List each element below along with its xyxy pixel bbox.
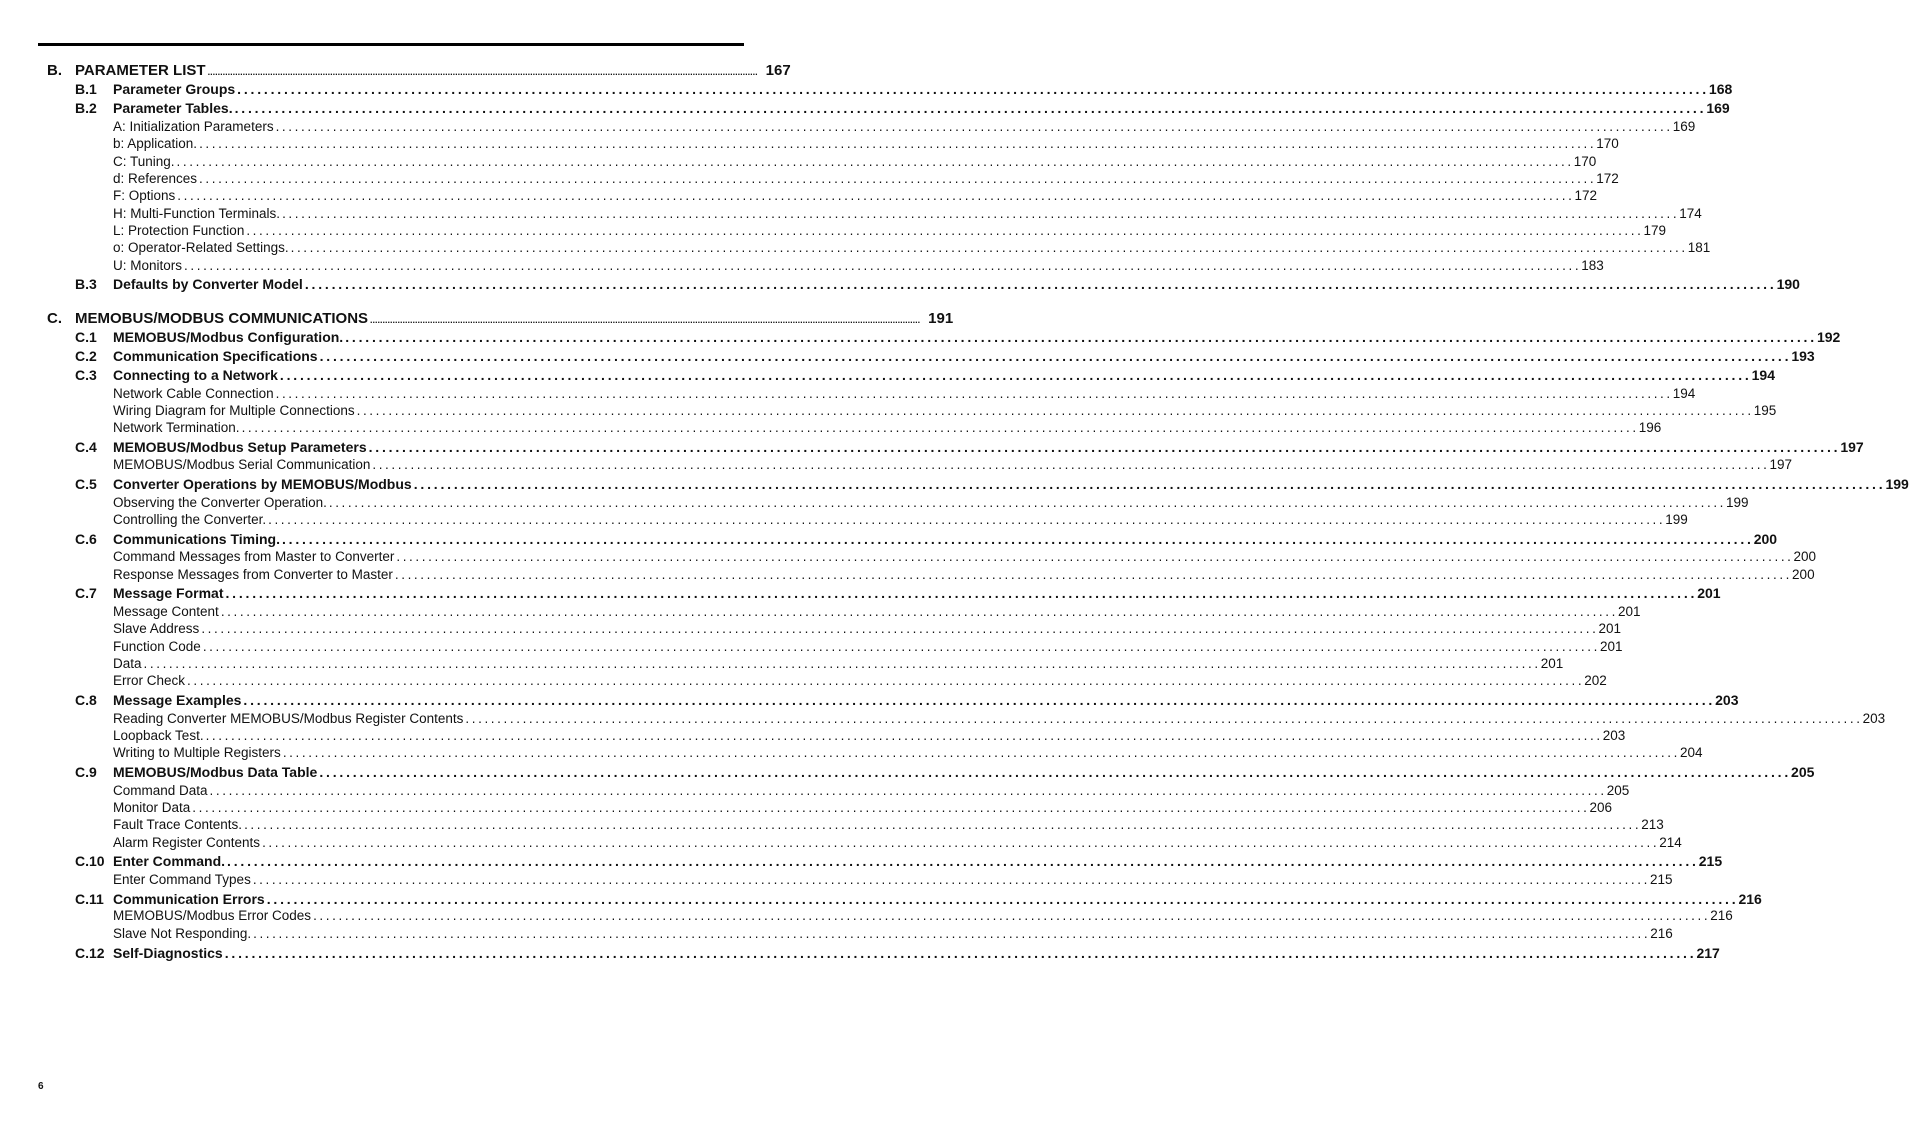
toc-dot-leader: ............................................................................................................................................................................................................................ <box>192 800 1590 815</box>
toc-dot-leader: ............................................................................................................................................................................................................................ <box>372 457 1770 472</box>
toc-dot-leader: ............................................................................................................................................................................................................................ <box>202 639 1600 654</box>
toc-entry-title: Network Termination. <box>113 420 240 435</box>
toc-entry-title: Command Data <box>113 783 208 798</box>
toc-entry-page: 206 <box>1589 800 1612 815</box>
toc-entry-title: A: Initialization Parameters <box>113 119 274 134</box>
toc-entry-title: Controlling the Converter. <box>113 512 267 527</box>
toc-entry-page: 168 <box>1708 81 1733 97</box>
toc-dot-leader: ............................................................................................................................................................................................................................ <box>234 100 1707 116</box>
toc-entry-page: 203 <box>1862 711 1886 726</box>
toc-entry-page: 169 <box>1706 100 1730 116</box>
toc-entry-title: Reading Converter MEMOBUS/Modbus Register Contents <box>113 711 464 726</box>
toc-entry-page: 196 <box>1638 420 1662 435</box>
toc-entry-page: 172 <box>1596 171 1619 186</box>
toc-entry-page: 205 <box>1791 764 1815 780</box>
toc-entry-page: 199 <box>1726 495 1749 510</box>
toc-entry-title: Fault Trace Contents. <box>113 817 243 832</box>
toc-dot-leader: ............................................................................................................................................................................................................................ <box>394 567 1793 582</box>
toc-entry-page: 204 <box>1679 745 1703 760</box>
toc-dot-leader: ............................................................................................................................................................................................................................ <box>143 656 1541 671</box>
toc-entry-page: 197 <box>1840 439 1864 455</box>
toc-dot-leader: ............................................................................................................................................................................................................................ <box>368 439 1841 455</box>
toc-entry-number: C.2 <box>75 348 97 364</box>
toc-entry-title: Command Messages from Master to Converter <box>113 549 395 564</box>
toc-entry-title: Response Messages from Converter to Master <box>113 567 393 582</box>
toc-entry-number: C.12 <box>75 945 105 961</box>
toc-dot-leader: ............................................................................................................................................................................................................................ <box>304 276 1777 292</box>
toc-dot-leader: ............................................................................................................................................................................................................................ <box>176 154 1574 169</box>
toc-entry-title: Defaults by Converter Model <box>113 276 303 292</box>
toc-dot-leader: ............................................................................................................................................................................................................................ <box>345 329 1817 345</box>
toc-entry-title: MEMOBUS/Modbus Setup Parameters <box>113 439 367 455</box>
toc-entry-title: MEMOBUS/Modbus Error Codes <box>113 908 312 923</box>
toc-entry-title: d: References <box>113 171 198 186</box>
toc-entry-title: Message Format <box>113 585 224 601</box>
toc-dot-leader: ............................................................................................................................................................................................................................ <box>199 171 1597 186</box>
toc-entry-number: C.8 <box>75 692 97 708</box>
toc-entry-page: 199 <box>1885 476 1909 492</box>
toc-entry-title: Network Cable Connection <box>113 386 274 401</box>
toc-dot-leader: ............................................................................................................................................................................................................................ <box>244 817 1642 832</box>
toc-entry-number: C.4 <box>75 439 97 455</box>
toc-entry-title: Parameter Groups <box>113 81 236 97</box>
toc-entry-title: Message Examples <box>113 692 242 708</box>
toc-entry-title: Slave Not Responding. <box>113 926 252 941</box>
toc-dot-leader: ............................................................................................................................................................................................................................ <box>279 367 1752 383</box>
toc-entry-title: Data <box>113 656 142 671</box>
toc-entry-title: MEMOBUS/Modbus Data Table <box>113 764 318 780</box>
toc-entry-title: Enter Command. <box>113 853 226 869</box>
toc-entry-number: C.1 <box>75 329 97 345</box>
toc-entry-title: Writing to Multiple Registers <box>113 745 281 760</box>
toc-entry-title: b: Application. <box>113 136 198 151</box>
toc-entry-page: 217 <box>1696 945 1720 961</box>
toc-entry-page: 213 <box>1641 817 1664 832</box>
toc-entry-number: C.3 <box>75 367 97 383</box>
toc-dot-leader: ............................................................................................................................................................................................................................ <box>319 764 1792 780</box>
toc-entry-title: Wiring Diagram for Multiple Connections <box>113 403 355 418</box>
toc-dot-leader: ............................................................................................................................................................................................................................ <box>290 240 1688 255</box>
toc-dot-leader: ............................................................................................................................................................................................................................ <box>177 188 1575 203</box>
toc-dot-leader: ............................................................................................................................................................................................................................ <box>184 258 1582 273</box>
toc-dot-leader: ............................................................................................................................................................................................................................ <box>252 872 1650 887</box>
toc-dot-leader: ............................................................................................................................................................................................................................ <box>370 315 921 325</box>
toc-entry-number: C.5 <box>75 476 97 492</box>
toc-entry-page: 201 <box>1599 639 1623 654</box>
toc-entry-number: B.2 <box>75 100 97 116</box>
toc-dot-leader: ............................................................................................................................................................................................................................ <box>187 673 1585 688</box>
toc-entry-page: 216 <box>1650 926 1673 941</box>
toc-dot-leader: ............................................................................................................................................................................................................................ <box>266 891 1739 907</box>
toc-entry-title: Message Content <box>113 604 219 619</box>
toc-dot-leader: ............................................................................................................................................................................................................................ <box>225 585 1698 601</box>
toc-entry-page: 200 <box>1753 531 1778 547</box>
toc-dot-leader: ............................................................................................................................................................................................................................ <box>237 81 1709 97</box>
toc-entry-page: 170 <box>1573 154 1597 169</box>
toc-dot-leader: ............................................................................................................................................................................................................................ <box>227 853 1699 869</box>
toc-entry-title: Slave Address <box>113 621 200 636</box>
toc-dot-leader: ............................................................................................................................................................................................................................ <box>246 223 1644 238</box>
toc-entry-page: 181 <box>1687 240 1711 255</box>
toc-entry-page: 169 <box>1672 119 1696 134</box>
toc-entry-title: PARAMETER LIST <box>75 62 206 79</box>
toc-entry-page: 190 <box>1776 276 1800 292</box>
toc-entry-title: Error Check <box>113 673 186 688</box>
toc-entry-page: 201 <box>1697 585 1721 601</box>
toc-dot-leader: ............................................................................................................................................................................................................................ <box>209 783 1607 798</box>
toc-entry-title: Communication Specifications <box>113 348 318 364</box>
toc-entry-page: 200 <box>1792 567 1815 582</box>
toc-entry-page: 192 <box>1816 329 1841 345</box>
toc-entry-page: 195 <box>1753 403 1777 418</box>
toc-entry-page: 201 <box>1598 621 1622 636</box>
toc-entry-page: 183 <box>1581 258 1604 273</box>
toc-dot-leader: ............................................................................................................................................................................................................................ <box>319 348 1792 364</box>
toc-dot-leader: ............................................................................................................................................................................................................................ <box>253 926 1651 941</box>
toc-entry-title: F: Options <box>113 188 176 203</box>
toc-entry-title: Function Code <box>113 639 201 654</box>
toc-entry-title: C: Tuning. <box>113 154 175 169</box>
toc-dot-leader: ............................................................................................................................................................................................................................ <box>281 531 1754 547</box>
toc-dot-leader: ............................................................................................................................................................................................................................ <box>396 549 1794 564</box>
toc-dot-leader: ............................................................................................................................................................................................................................ <box>328 495 1727 510</box>
toc-entry-title: MEMOBUS/MODBUS COMMUNICATIONS <box>75 310 369 327</box>
toc-dot-leader: ............................................................................................................................................................................................................................ <box>356 403 1754 418</box>
toc-entry-page: 194 <box>1751 367 1775 383</box>
header-rule <box>38 43 744 46</box>
toc-dot-leader: ............................................................................................................................................................................................................................ <box>465 711 1863 726</box>
toc-entry-page: 179 <box>1643 223 1667 238</box>
toc-entry-page: 216 <box>1738 891 1762 907</box>
toc-entry-page: 216 <box>1710 908 1733 923</box>
toc-entry-number: C.10 <box>75 853 105 869</box>
toc-dot-leader: ............................................................................................................................................................................................................................ <box>275 119 1673 134</box>
toc-dot-leader: ............................................................................................................................................................................................................................ <box>413 476 1886 492</box>
toc-entry-page: 215 <box>1698 853 1723 869</box>
toc-entry-page: 172 <box>1574 188 1597 203</box>
toc-entry-title: Connecting to a Network <box>113 367 278 383</box>
toc-entry-page: 214 <box>1659 835 1682 850</box>
toc-entry-page: 202 <box>1584 673 1607 688</box>
toc-entry-page: 194 <box>1672 386 1696 401</box>
toc-entry-page: 205 <box>1606 783 1630 798</box>
toc-dot-leader: ............................................................................................................................................................................................................................ <box>207 67 758 77</box>
toc-dot-leader: ............................................................................................................................................................................................................................ <box>241 420 1639 435</box>
toc-dot-leader: ............................................................................................................................................................................................................................ <box>282 745 1680 760</box>
toc-entry-page: 215 <box>1650 872 1673 887</box>
toc-entry-title: Observing the Converter Operation. <box>113 495 327 510</box>
toc-entry-title: H: Multi-Function Terminals. <box>113 206 281 221</box>
toc-entry-title: o: Operator-Related Settings. <box>113 240 289 255</box>
toc-entry-page: 193 <box>1791 348 1815 364</box>
toc-dot-leader: ............................................................................................................................................................................................................................ <box>224 945 1697 961</box>
toc-entry-title: MEMOBUS/Modbus Configuration. <box>113 329 344 345</box>
toc-entry-number: B.3 <box>75 276 97 292</box>
toc-entry-number: C.6 <box>75 531 97 547</box>
toc-entry-number: B. <box>47 62 62 79</box>
toc-entry-page: 201 <box>1617 604 1641 619</box>
toc-entry-page: 197 <box>1769 457 1793 472</box>
toc-dot-leader: ............................................................................................................................................................................................................................ <box>268 512 1666 527</box>
toc-entry-number: C.11 <box>75 891 104 907</box>
toc-entry-number: B.1 <box>75 81 97 97</box>
toc-entry-title: Monitor Data <box>113 800 191 815</box>
toc-entry-page: 199 <box>1665 512 1688 527</box>
toc-dot-leader: ............................................................................................................................................................................................................................ <box>220 604 1618 619</box>
toc-entry-number: C.7 <box>75 585 97 601</box>
toc-dot-leader: ............................................................................................................................................................................................................................ <box>282 206 1680 221</box>
toc-entry-title: U: Monitors <box>113 258 183 273</box>
toc-entry-page: 167 <box>765 62 791 79</box>
toc-dot-leader: ............................................................................................................................................................................................................................ <box>199 136 1597 151</box>
toc-entry-number: C.9 <box>75 764 97 780</box>
toc-entry-page: 201 <box>1540 656 1564 671</box>
toc-dot-leader: ............................................................................................................................................................................................................................ <box>262 835 1660 850</box>
toc-entry-title: Enter Command Types <box>113 872 251 887</box>
toc-dot-leader: ............................................................................................................................................................................................................................ <box>275 386 1673 401</box>
toc-entry-page: 203 <box>1715 692 1739 708</box>
toc-entry-title: Loopback Test. <box>113 728 204 743</box>
toc-entry-page: 191 <box>928 310 954 327</box>
toc-entry-title: Communications Timing. <box>113 531 280 547</box>
toc-dot-leader: ............................................................................................................................................................................................................................ <box>205 728 1603 743</box>
toc-entry-page: 200 <box>1793 549 1817 564</box>
toc-entry-title: Communication Errors <box>113 891 265 907</box>
toc-entry-title: MEMOBUS/Modbus Serial Communication <box>113 457 371 472</box>
toc-dot-leader: ............................................................................................................................................................................................................................ <box>201 621 1599 636</box>
toc-entry-page: 170 <box>1596 136 1619 151</box>
toc-entry-number: C. <box>47 310 62 327</box>
toc-entry-page: 174 <box>1679 206 1702 221</box>
toc-entry-page: 203 <box>1602 728 1626 743</box>
toc-entry-title: Alarm Register Contents <box>113 835 261 850</box>
toc-entry-title: Parameter Tables. <box>113 100 233 116</box>
toc-entry-title: Converter Operations by MEMOBUS/Modbus <box>113 476 412 492</box>
toc-dot-leader: ............................................................................................................................................................................................................................ <box>243 692 1716 708</box>
toc-entry-title: L: Protection Function <box>113 223 245 238</box>
footer-page-number: 6 <box>38 1081 44 1092</box>
toc-entry-title: Self-Diagnostics <box>113 945 223 961</box>
toc-dot-leader: ............................................................................................................................................................................................................................ <box>313 908 1711 923</box>
